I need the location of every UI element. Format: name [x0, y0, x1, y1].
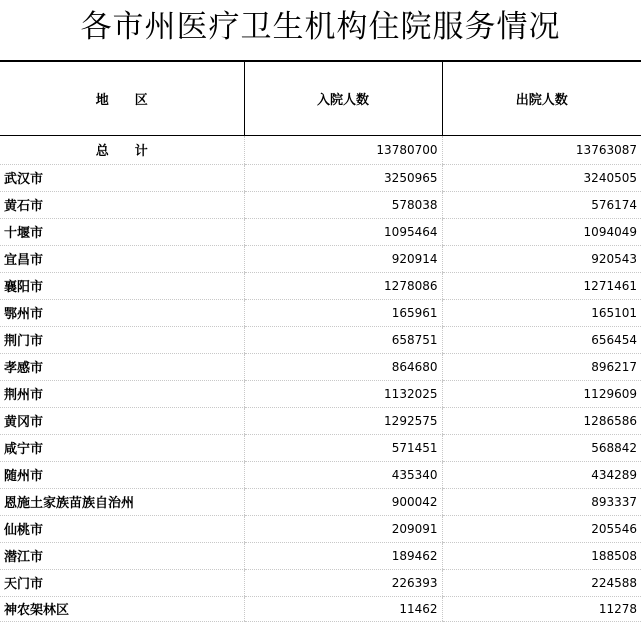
- admissions-cell: 1292575: [244, 407, 442, 434]
- admissions-cell: 11462: [244, 596, 442, 621]
- discharges-cell: 1129609: [442, 380, 641, 407]
- discharges-cell: 1094049: [442, 218, 641, 245]
- discharges-cell: 656454: [442, 326, 641, 353]
- table-row: [0, 596, 641, 621]
- table-row: [0, 299, 641, 326]
- discharges-cell: 1286586: [442, 407, 641, 434]
- header-row: [0, 61, 641, 135]
- table-row: [0, 380, 641, 407]
- region-cell: 潜江市: [0, 542, 244, 569]
- admissions-cell: 1132025: [244, 380, 442, 407]
- admissions-cell: 1278086: [244, 272, 442, 299]
- region-cell: 随州市: [0, 461, 244, 488]
- table-row: [0, 407, 641, 434]
- region-cell: 仙桃市: [0, 515, 244, 542]
- table-row: [0, 164, 641, 191]
- region-cell: 黄冈市: [0, 407, 244, 434]
- region-cell: 襄阳市: [0, 272, 244, 299]
- discharges-cell: 896217: [442, 353, 641, 380]
- region-cell: 鄂州市: [0, 299, 244, 326]
- admissions-cell: 571451: [244, 434, 442, 461]
- admissions-cell: 165961: [244, 299, 442, 326]
- discharges-cell: 568842: [442, 434, 641, 461]
- table-row: [0, 488, 641, 515]
- table-row: [0, 434, 641, 461]
- table-row: [0, 191, 641, 218]
- discharges-cell: 1271461: [442, 272, 641, 299]
- region-cell: 荆州市: [0, 380, 244, 407]
- admissions-cell: 920914: [244, 245, 442, 272]
- region-cell: 恩施土家族苗族自治州: [0, 488, 244, 515]
- discharges-cell: 165101: [442, 299, 641, 326]
- total-discharges: 13763087: [442, 135, 641, 164]
- region-cell: 黄石市: [0, 191, 244, 218]
- table-row: [0, 245, 641, 272]
- region-cell: 孝感市: [0, 353, 244, 380]
- region-cell: 神农架林区: [0, 596, 244, 621]
- region-cell: 武汉市: [0, 164, 244, 191]
- table-row: [0, 218, 641, 245]
- discharges-cell: 3240505: [442, 164, 641, 191]
- total-admissions: 13780700: [244, 135, 442, 164]
- discharges-cell: 224588: [442, 569, 641, 596]
- discharges-cell: 205546: [442, 515, 641, 542]
- admissions-cell: 864680: [244, 353, 442, 380]
- header-region: 地 区: [0, 61, 244, 135]
- table-row: [0, 353, 641, 380]
- admissions-cell: 435340: [244, 461, 442, 488]
- header-discharges: 出院人数: [442, 61, 641, 135]
- table-row: [0, 515, 641, 542]
- total-row: [0, 135, 641, 164]
- admissions-cell: 578038: [244, 191, 442, 218]
- region-cell: 十堰市: [0, 218, 244, 245]
- page-title: 各市州医疗卫生机构住院服务情况: [80, 9, 561, 45]
- header-admissions: 入院人数: [244, 61, 442, 135]
- admissions-cell: 658751: [244, 326, 442, 353]
- region-cell: 咸宁市: [0, 434, 244, 461]
- admissions-cell: 209091: [244, 515, 442, 542]
- hospital-stats-table: [0, 60, 641, 622]
- discharges-cell: 920543: [442, 245, 641, 272]
- region-cell: 天门市: [0, 569, 244, 596]
- admissions-cell: 189462: [244, 542, 442, 569]
- region-cell: 荆门市: [0, 326, 244, 353]
- table-row: [0, 272, 641, 299]
- discharges-cell: 434289: [442, 461, 641, 488]
- admissions-cell: 226393: [244, 569, 442, 596]
- table-row: [0, 461, 641, 488]
- discharges-cell: 11278: [442, 596, 641, 621]
- admissions-cell: 900042: [244, 488, 442, 515]
- discharges-cell: 893337: [442, 488, 641, 515]
- discharges-cell: 188508: [442, 542, 641, 569]
- admissions-cell: 3250965: [244, 164, 442, 191]
- total-label: 总 计: [0, 135, 244, 164]
- region-cell: 宜昌市: [0, 245, 244, 272]
- discharges-cell: 576174: [442, 191, 641, 218]
- table-row: [0, 326, 641, 353]
- admissions-cell: 1095464: [244, 218, 442, 245]
- table-row: [0, 542, 641, 569]
- table-row: [0, 569, 641, 596]
